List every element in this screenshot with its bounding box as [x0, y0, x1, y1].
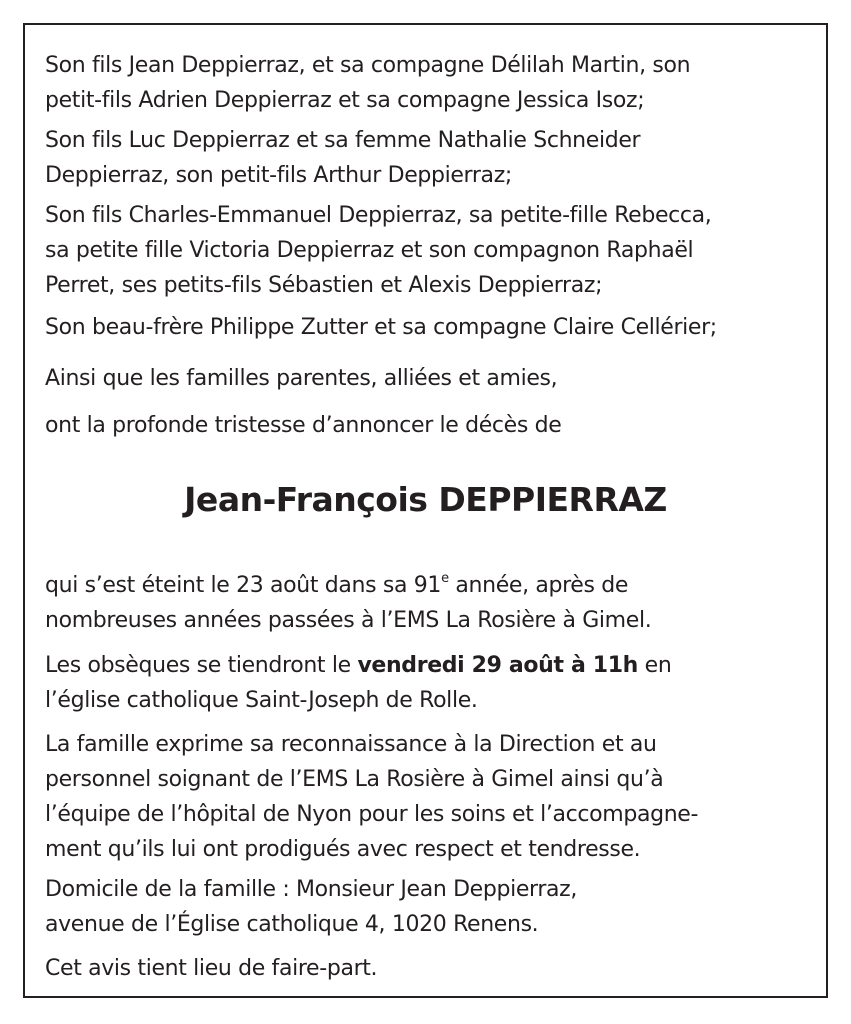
text-line: Son beau-frère Philippe Zutter et sa compagne Claire Cellérier;: [45, 315, 717, 340]
text-line: Son fils Charles-Emmanuel Deppierraz, sa petite-fille Rebecca,: [45, 203, 712, 228]
death-paragraph: [45, 568, 815, 638]
funeral-paragraph: [45, 648, 815, 718]
funeral-text-after: en: [637, 653, 672, 678]
funeral-date-time: vendredi 29 août à 11h: [357, 653, 638, 678]
family-paragraph-relatives: [45, 361, 815, 396]
text-line: nombreuses années passées à l’EMS La Rosière à Gimel.: [45, 608, 652, 633]
announcement-line: [45, 408, 815, 443]
text-line: Cet avis tient lieu de faire-part.: [45, 956, 378, 981]
funeral-text-before: Les obsèques se tiendront le: [45, 653, 358, 678]
text-line: l’équipe de l’hôpital de Nyon pour les soins et l’accompagne-: [45, 802, 699, 827]
text-line: Deppierraz, son petit-fils Arthur Deppierraz;: [45, 163, 512, 188]
death-text-after: année, après de: [448, 573, 629, 598]
text-line: sa petite fille Victoria Deppierraz et son compagnon Raphaël: [45, 238, 694, 263]
text-line: ont la profonde tristesse d’annoncer le décès de: [45, 413, 562, 438]
text-line: [45, 648, 815, 683]
text-line: Son fils Jean Deppierraz, et sa compagne Délilah Martin, son: [45, 53, 691, 78]
family-paragraph-son-charles-emmanuel: [45, 198, 815, 303]
text-line: Domicile de la famille : Monsieur Jean Deppierraz,: [45, 877, 577, 902]
thanks-paragraph: [45, 727, 815, 867]
text-line: Perret, ses petits-fils Sébastien et Alexis Deppierraz;: [45, 273, 603, 298]
text-line: Son fils Luc Deppierraz et sa femme Nathalie Schneider: [45, 128, 641, 153]
text-line: [45, 568, 815, 603]
family-paragraph-sons-jean: [45, 48, 815, 118]
text-line: La famille exprime sa reconnaissance à la Direction et au: [45, 732, 657, 757]
closing-line: [45, 951, 815, 986]
text-line: Ainsi que les familles parentes, alliées et amies,: [45, 366, 558, 391]
family-paragraph-son-luc: [45, 123, 815, 193]
ordinal-superscript: e: [441, 571, 449, 586]
text-line: petit-fils Adrien Deppierraz et sa compagne Jessica Isoz;: [45, 88, 645, 113]
family-paragraph-brother-in-law: [45, 310, 815, 345]
death-text-before: qui s’est éteint le 23 août dans sa 91: [45, 573, 442, 598]
deceased-name: Jean-François DEPPIERRAZ: [184, 480, 667, 519]
family-address: [45, 872, 815, 942]
text-line: avenue de l’Église catholique 4, 1020 Renens.: [45, 912, 539, 937]
text-line: ment qu’ils lui ont prodigués avec respect et tendresse.: [45, 837, 641, 862]
text-line: personnel soignant de l’EMS La Rosière à Gimel ainsi qu’à: [45, 767, 664, 792]
text-line: l’église catholique Saint-Joseph de Rolle.: [45, 688, 478, 713]
